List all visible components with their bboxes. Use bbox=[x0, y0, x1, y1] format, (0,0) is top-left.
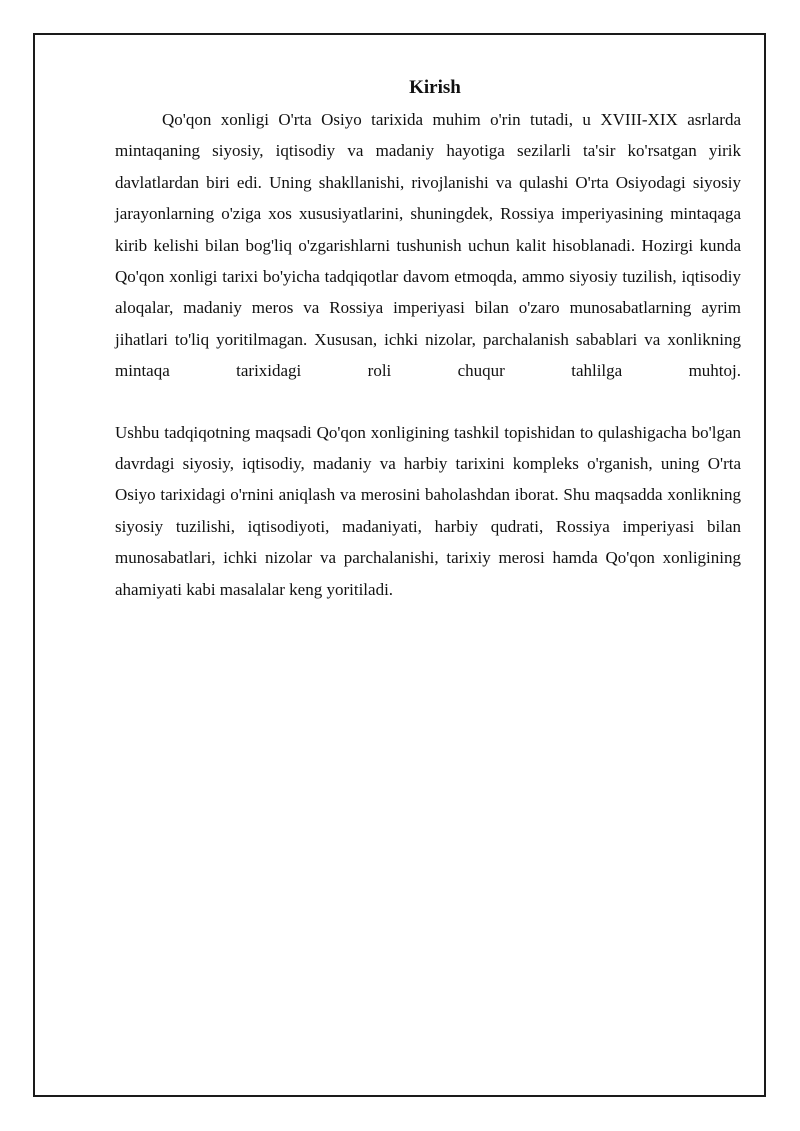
intro-paragraph: Qo'qon xonligi O'rta Osiyo tarixida muhim o'rin tutadi, u XVIII-XIX asrlarda mintaqaning siyosiy, iqtisodiy va madaniy hayotiga sezilarli ta'sir ko'rsatgan yirik davlatlardan biri edi. Uning shakllanishi, rivojlanishi va qulashi O'rta Osiyodagi siyosiy jarayonlarning o'ziga xos xususiyatlarini, shuningdek, Rossiya imperiyasining mintaqaga kirib kelishi bilan bog'liq o'zgarishlarni tushunish uchun kalit hisoblanadi. Hozirgi kunda Qo'qon xonligi tarixi bo'yicha tadqiqotlar davom etmoqda, ammo siyosiy tuzilish, iqtisodiy aloqalar, madaniy meros va Rossiya imperiyasi bilan o'zaro munosabatlarning ayrim jihatlari to'liq yoritilmagan. Xususan, ichki nizolar, parchalanish sabablari va xonlikning mintaqa tarixidagi roli chuqur tahlilga muhtoj. bbox=[115, 110, 741, 381]
document-body bbox=[115, 74, 741, 605]
section-heading: Kirish bbox=[409, 77, 461, 98]
aim-paragraph: Ushbu tadqiqotning maqsadi Qo'qon xonligining tashkil topishidan to qulashigacha bo'lgan davrdagi siyosiy, iqtisodiy, madaniy va harbiy tarixini kompleks o'rganish, uning O'rta Osiyo tarixidagi o'rnini aniqlash va merosini baholashdan iborat. Shu maqsadda xonlikning siyosiy tuzilishi, iqtisodiyoti, madaniyati, harbiy qudrati, Rossiya imperiyasi bilan munosabatlari, ichki nizolar va parchalanishi, tarixiy merosi hamda Qo'qon xonligining ahamiyati kabi masalalar keng yoritiladi. bbox=[115, 422, 741, 599]
